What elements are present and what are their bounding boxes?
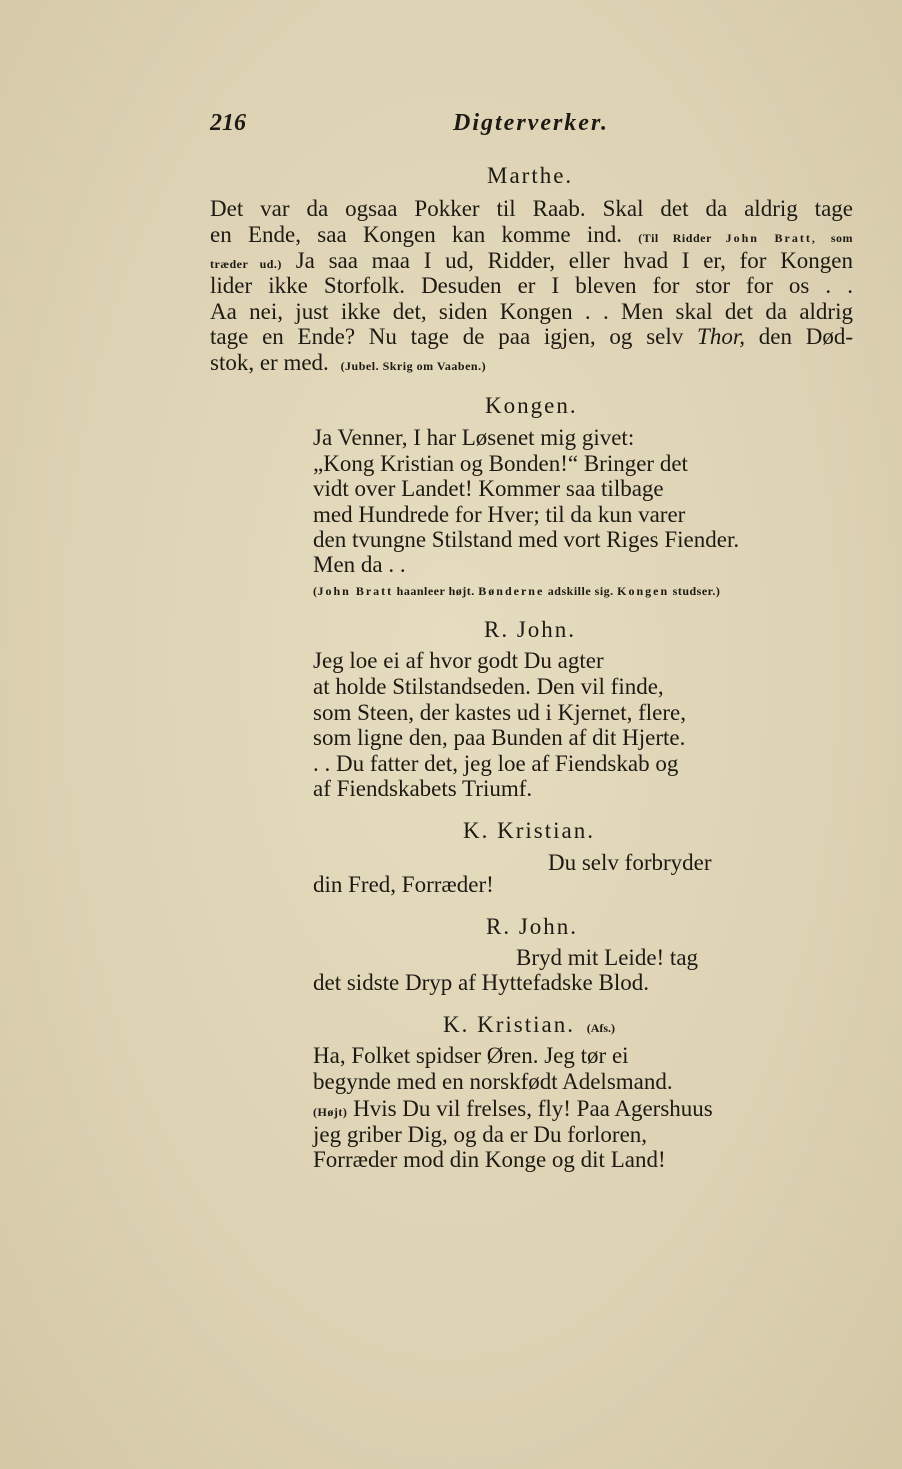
- text-line: Aa nei, just ikke det, siden Kongen . . Men skal det da aldrig: [210, 299, 853, 324]
- emphasized-name: Thor,: [697, 324, 745, 349]
- verse-line: Ja Venner, I har Løsenet mig givet:: [313, 425, 635, 450]
- dialogue-text: stok, er med.: [210, 350, 329, 375]
- verse-line: den tvungne Stilstand med vort Riges Fiender.: [313, 527, 740, 552]
- page-number: 216: [210, 110, 246, 136]
- dialogue-text: en Ende, saa Kongen kan komme ind.: [210, 222, 622, 247]
- verse-line: som ligne den, paa Bunden af dit Hjerte.: [313, 725, 686, 750]
- text-line: [210, 222, 853, 248]
- speaker-name: K. Kristian. (Afs.): [443, 1012, 616, 1037]
- running-title: Digterverker.: [453, 110, 609, 136]
- verse-line: vidt over Landet! Kommer saa tilbage: [313, 476, 664, 501]
- dialogue-text: Ja saa maa I ud, Ridder, eller hvad I er, for Kongen: [295, 248, 854, 273]
- text-line: tage en Ende? Nu tage de paa igjen, og selv Thor, den Død-: [210, 324, 854, 349]
- verse-line: Ha, Folket spidser Øren. Jeg tør ei: [313, 1043, 629, 1068]
- verse-line: det sidste Dryp af Hyttefadske Blod.: [313, 970, 649, 995]
- stage-direction: (Til Ridder John Bratt, som: [638, 231, 854, 245]
- text-line: [210, 248, 853, 274]
- stage-direction: (Afs.): [586, 1021, 616, 1035]
- stage-direction: træder ud.): [210, 257, 282, 271]
- stage-direction: (Højt): [313, 1105, 348, 1119]
- verse-line: „Kong Kristian og Bonden!“ Bringer det: [313, 451, 688, 476]
- verse-line: begynde med en norskfødt Adelsmand.: [313, 1069, 673, 1094]
- verse-line: af Fiendskabets Triumf.: [313, 776, 533, 801]
- speaker-name: R. John.: [486, 914, 579, 939]
- stage-direction: (Jubel. Skrig om Vaaben.): [340, 359, 487, 373]
- verse-line: med Hundrede for Hver; til da kun varer: [313, 502, 686, 527]
- stage-direction: (John Bratt haanleer højt. Bønderne adskille sig. Kongen studser.): [313, 584, 721, 598]
- speaker-name: Kongen.: [485, 393, 578, 418]
- page-header: [210, 110, 850, 144]
- verse-line: at holde Stilstandseden. Den vil finde,: [313, 674, 664, 699]
- verse-line: din Fred, Forræder!: [313, 872, 494, 897]
- verse-line: som Steen, der kastes ud i Kjernet, flere,: [313, 700, 686, 725]
- verse-line: Men da . .: [313, 552, 406, 577]
- speaker-name: K. Kristian.: [463, 818, 595, 843]
- text-line: lider ikke Storfolk. Desuden er I bleven for stor for os . .: [210, 273, 853, 298]
- verse-line: Bryd mit Leide! tag: [516, 945, 699, 970]
- speaker-name: R. John.: [484, 617, 577, 642]
- verse-line: Jeg loe ei af hvor godt Du agter: [313, 648, 604, 673]
- verse-line: Forræder mod din Konge og dit Land!: [313, 1147, 666, 1172]
- verse-line: jeg griber Dig, og da er Du forloren,: [313, 1122, 648, 1147]
- text-line: [210, 350, 486, 376]
- verse-line: . . Du fatter det, jeg loe af Fiendskab og: [313, 751, 679, 776]
- dialogue-text: Hvis Du vil frelses, fly! Paa Agershuus: [353, 1096, 713, 1121]
- speaker-name: Marthe.: [487, 163, 574, 188]
- verse-line: Du selv forbryder: [548, 850, 712, 875]
- text-line: Det var da ogsaa Pokker til Raab. Skal det da aldrig tage: [210, 196, 853, 221]
- verse-line: [313, 1096, 713, 1122]
